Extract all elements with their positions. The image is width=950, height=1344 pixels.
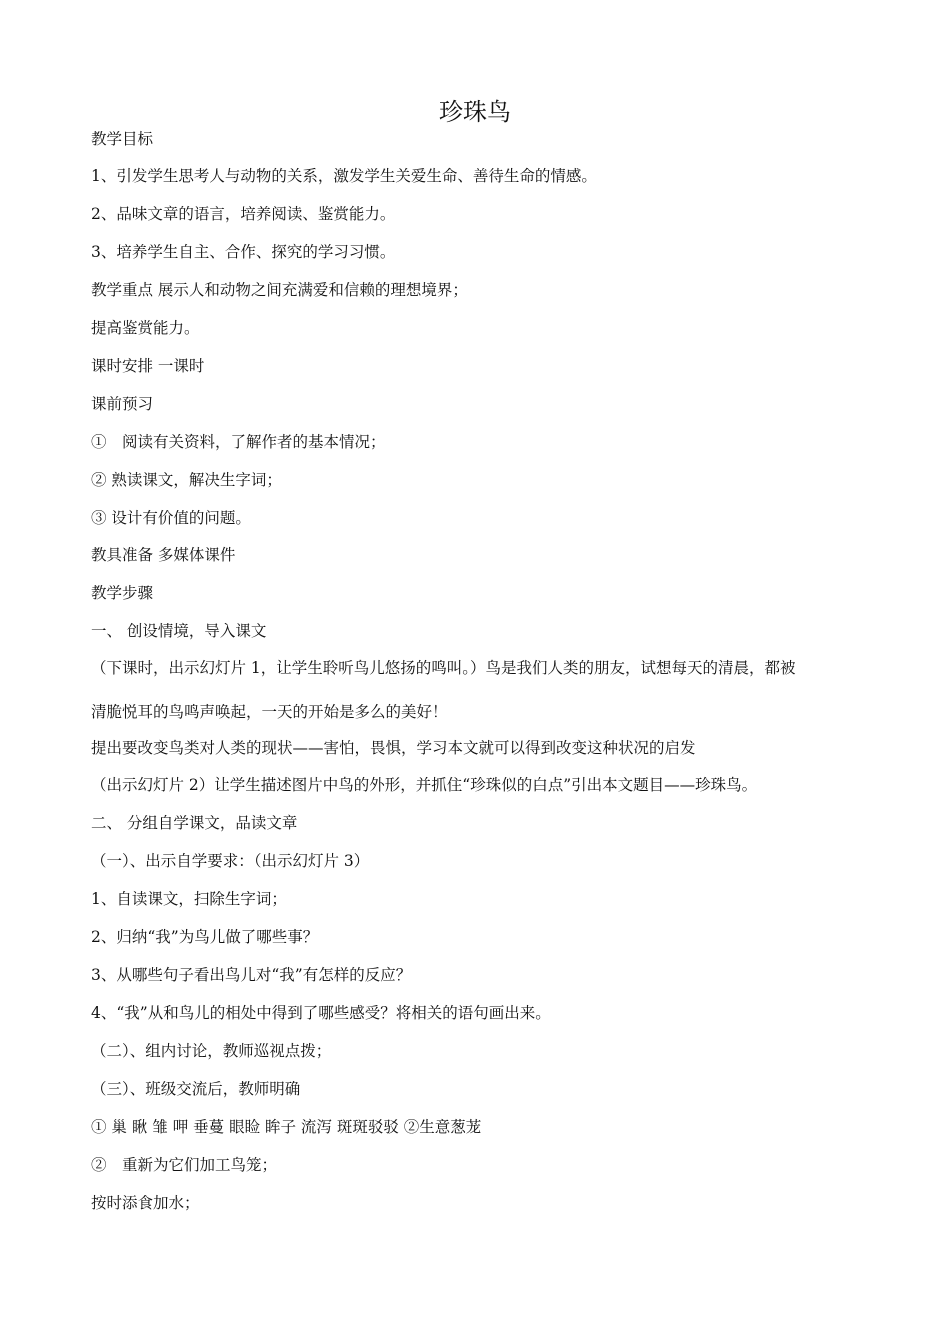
step-1-heading: 一、 创设情境，导入课文 bbox=[91, 622, 267, 640]
teaching-aids: 教具准备 多媒体课件 bbox=[91, 546, 236, 564]
step-2-subheading-2: （二）、组内讨论，教师巡视点拨； bbox=[91, 1042, 332, 1060]
step-2-subheading-3: （三）、班级交流后，教师明确 bbox=[91, 1080, 301, 1098]
task-item-1: 1、自读课文，扫除生字词； bbox=[91, 890, 287, 908]
teaching-focus-continued: 提高鉴赏能力。 bbox=[91, 319, 200, 337]
step-1-paragraph-continued: 清脆悦耳的鸟鸣声唤起，一天的开始是多么的美好！ bbox=[91, 703, 448, 721]
preview-item-1: ① 阅读有关资料，了解作者的基本情况； bbox=[91, 433, 386, 451]
document-title: 珍珠鸟 bbox=[439, 98, 511, 126]
step-1-paragraph: （下课时，出示幻灯片 1，让学生聆听鸟儿悠扬的鸣叫。）鸟是我们人类的朋友，试想每天的清晨，都被 bbox=[91, 659, 796, 677]
section-heading-steps: 教学步骤 bbox=[91, 584, 154, 602]
step-2-subheading-1: （一）、出示自学要求：（出示幻灯片 3） bbox=[91, 852, 370, 870]
step-1-slide-2: （出示幻灯片 2）让学生描述图片中鸟的外形，并抓住“珍珠似的白点”引出本文题目——珍珠鸟。 bbox=[91, 776, 758, 794]
step-1-proposal: 提出要改变鸟类对人类的现状——害怕，畏惧，学习本文就可以得到改变这种状况的启发 bbox=[91, 739, 696, 757]
goal-item-2: 2、品味文章的语言，培养阅读、鉴赏能力。 bbox=[91, 205, 396, 223]
answer-item-continued: 按时添食加水； bbox=[91, 1194, 200, 1212]
class-schedule: 课时安排 一课时 bbox=[91, 357, 205, 375]
section-heading-teaching-goals: 教学目标 bbox=[91, 130, 154, 148]
step-2-heading: 二、 分组自学课文，品读文章 bbox=[91, 814, 298, 832]
answer-item-2: ② 重新为它们加工鸟笼； bbox=[91, 1156, 278, 1174]
task-item-4: 4、“我”从和鸟儿的相处中得到了哪些感受？将相关的语句画出来。 bbox=[91, 1004, 551, 1022]
goal-item-1: 1、引发学生思考人与动物的关系，激发学生关爱生命、善待生命的情感。 bbox=[91, 167, 597, 185]
task-item-3: 3、从哪些句子看出鸟儿对“我”有怎样的反应？ bbox=[91, 966, 412, 984]
preview-item-3: ③ 设计有价值的问题。 bbox=[91, 509, 251, 527]
vocabulary-list: ① 巢 瞅 雏 呷 垂蔓 眼睑 眸子 流泻 斑斑驳驳 ②生意葱茏 bbox=[91, 1118, 482, 1136]
preview-item-2: ② 熟读课文，解决生字词； bbox=[91, 471, 282, 489]
goal-item-3: 3、培养学生自主、合作、探究的学习习惯。 bbox=[91, 243, 396, 261]
task-item-2: 2、归纳“我”为鸟儿做了哪些事？ bbox=[91, 928, 319, 946]
section-heading-preview: 课前预习 bbox=[91, 395, 154, 413]
teaching-focus: 教学重点 展示人和动物之间充满爱和信赖的理想境界； bbox=[91, 281, 468, 299]
